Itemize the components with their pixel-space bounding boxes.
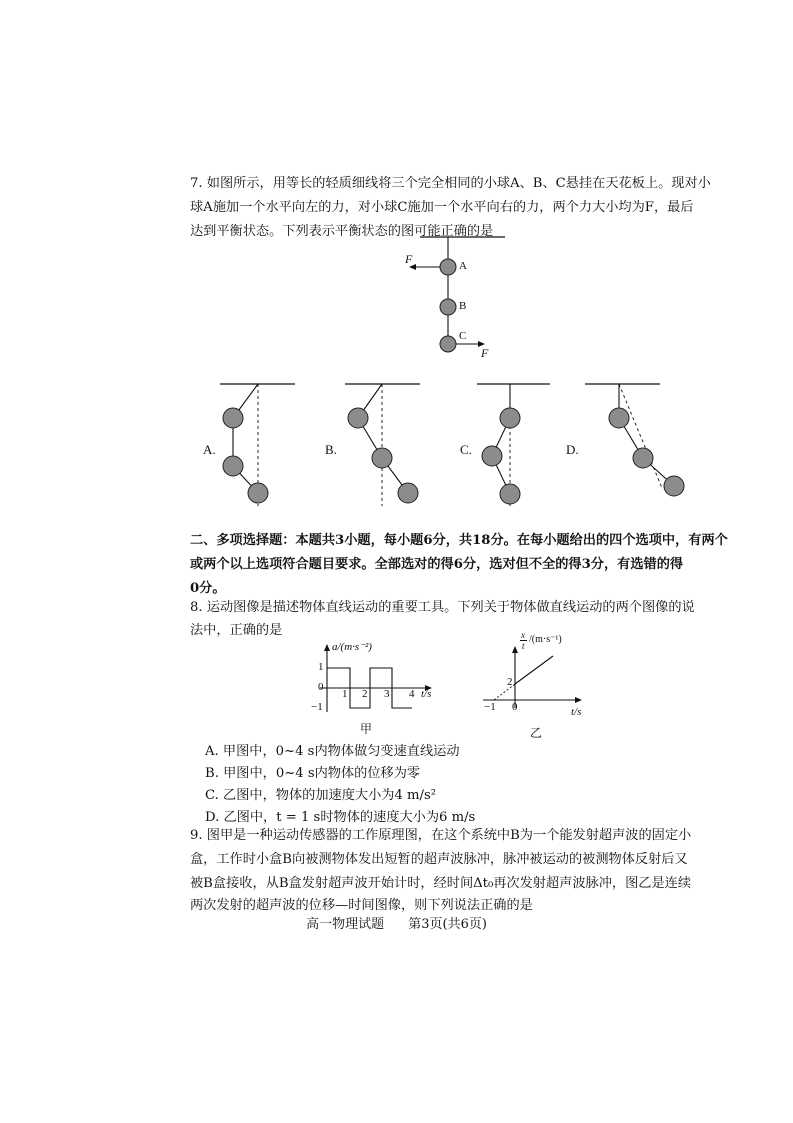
q7-line-1: 7. 如图所示，用等长的轻质细线将三个完全相同的小球A、B、C悬挂在天花板上。现对小 (190, 176, 711, 191)
footer-title: 高一物理试题 (306, 917, 385, 932)
force-label-right: F (481, 346, 489, 360)
graph-yi-ylabel-den: t (522, 641, 525, 651)
q8-option-b: B. 甲图中，0~4 s内物体的位移为零 (205, 766, 421, 781)
option-figure-a (215, 378, 305, 508)
option-label-d: D. (566, 442, 579, 457)
graph-jia (310, 640, 440, 720)
q7-main-figure (395, 232, 515, 362)
graph-yi-ytick-2: 2 (507, 676, 513, 688)
graph-jia-caption: 甲 (360, 722, 373, 736)
graph-jia-xtick-3: 3 (384, 688, 390, 700)
q8-line-1: 8. 运动图像是描述物体直线运动的重要工具。下列关于物体做直线运动的两个图像的说 (190, 600, 695, 615)
option-label-a: A. (203, 442, 216, 457)
q9-line-1: 9. 图甲是一种运动传感器的工作原理图，在这个系统中B为一个能发射超声波的固定小 (190, 828, 692, 843)
q8-option-d: D. 乙图中，t = 1 s时物体的速度大小为6 m/s (205, 810, 476, 825)
graph-yi-xlabel: t/s (571, 706, 582, 718)
section2-line-2: 或两个以上选项符合题目要求。全部选对的得6分，选对但不全的得3分，有选错的得 (190, 557, 684, 572)
graph-yi-ylabel-num: x (521, 630, 525, 640)
section2-line-3: 0分。 (190, 581, 226, 596)
ball-label-c: C (459, 330, 467, 342)
graph-jia-xtick-2: 2 (362, 688, 368, 700)
q8-line-2: 法中，正确的是 (190, 623, 283, 638)
graph-jia-xtick-4: 4 (409, 688, 415, 700)
option-figure-c (472, 378, 562, 508)
graph-jia-ylabel: a/(m·s⁻²) (332, 641, 372, 653)
force-label-left: F (405, 252, 413, 266)
graph-yi-caption: 乙 (530, 726, 543, 740)
ball-label-b: B (459, 300, 467, 312)
graph-yi-ylabel-unit: /(m·s⁻¹) (529, 634, 562, 645)
q7-line-3: 达到平衡状态。下列表示平衡状态的图可能正确的是 (190, 224, 494, 239)
graph-yi-xtick-neg1: −1 (484, 701, 496, 713)
q7-line-2: 球A施加一个水平向左的力，对小球C施加一个水平向右的力，两个力大小均为F，最后 (190, 200, 694, 215)
ball-label-a: A (459, 260, 467, 272)
ball-b (440, 299, 456, 315)
footer-page-number: 第3页(共6页) (408, 917, 487, 932)
section2-line-1: 二、多项选择题：本题共3小题，每小题6分，共18分。在每小题给出的四个选项中，有两个 (190, 533, 728, 548)
graph-jia-ytick-0: 0 (318, 681, 324, 693)
graph-jia-ytick-1: 1 (318, 661, 324, 673)
graph-yi-xtick-0: 0 (512, 701, 518, 713)
graph-jia-ytick-neg1: −1 (311, 701, 323, 713)
q9-line-2: 盒，工作时小盒B向被测物体发出短暂的超声波脉冲，脉冲被运动的被测物体反射后又 (190, 852, 688, 867)
graph-jia-xlabel: t/s (421, 688, 432, 700)
option-label-b: B. (325, 442, 337, 457)
option-figure-b (340, 378, 440, 508)
q9-line-4: 两次发射的超声波的位移—时间图像，则下列说法正确的是 (190, 898, 533, 913)
page-footer (0, 913, 793, 932)
graph-yi-line (515, 656, 553, 684)
graph-jia-xtick-1: 1 (342, 688, 348, 700)
q8-option-c: C. 乙图中，物体的加速度大小为4 m/s² (205, 788, 437, 803)
option-figure-d (580, 378, 690, 508)
option-label-c: C. (460, 442, 472, 457)
ball-a (440, 259, 456, 275)
ball-c (440, 336, 456, 352)
q9-line-3: 被B盒接收，从B盒发射超声波开始计时，经时间Δt₀再次发射超声波脉冲，图乙是连续 (190, 876, 692, 891)
q8-option-a: A. 甲图中，0~4 s内物体做匀变速直线运动 (205, 744, 460, 759)
